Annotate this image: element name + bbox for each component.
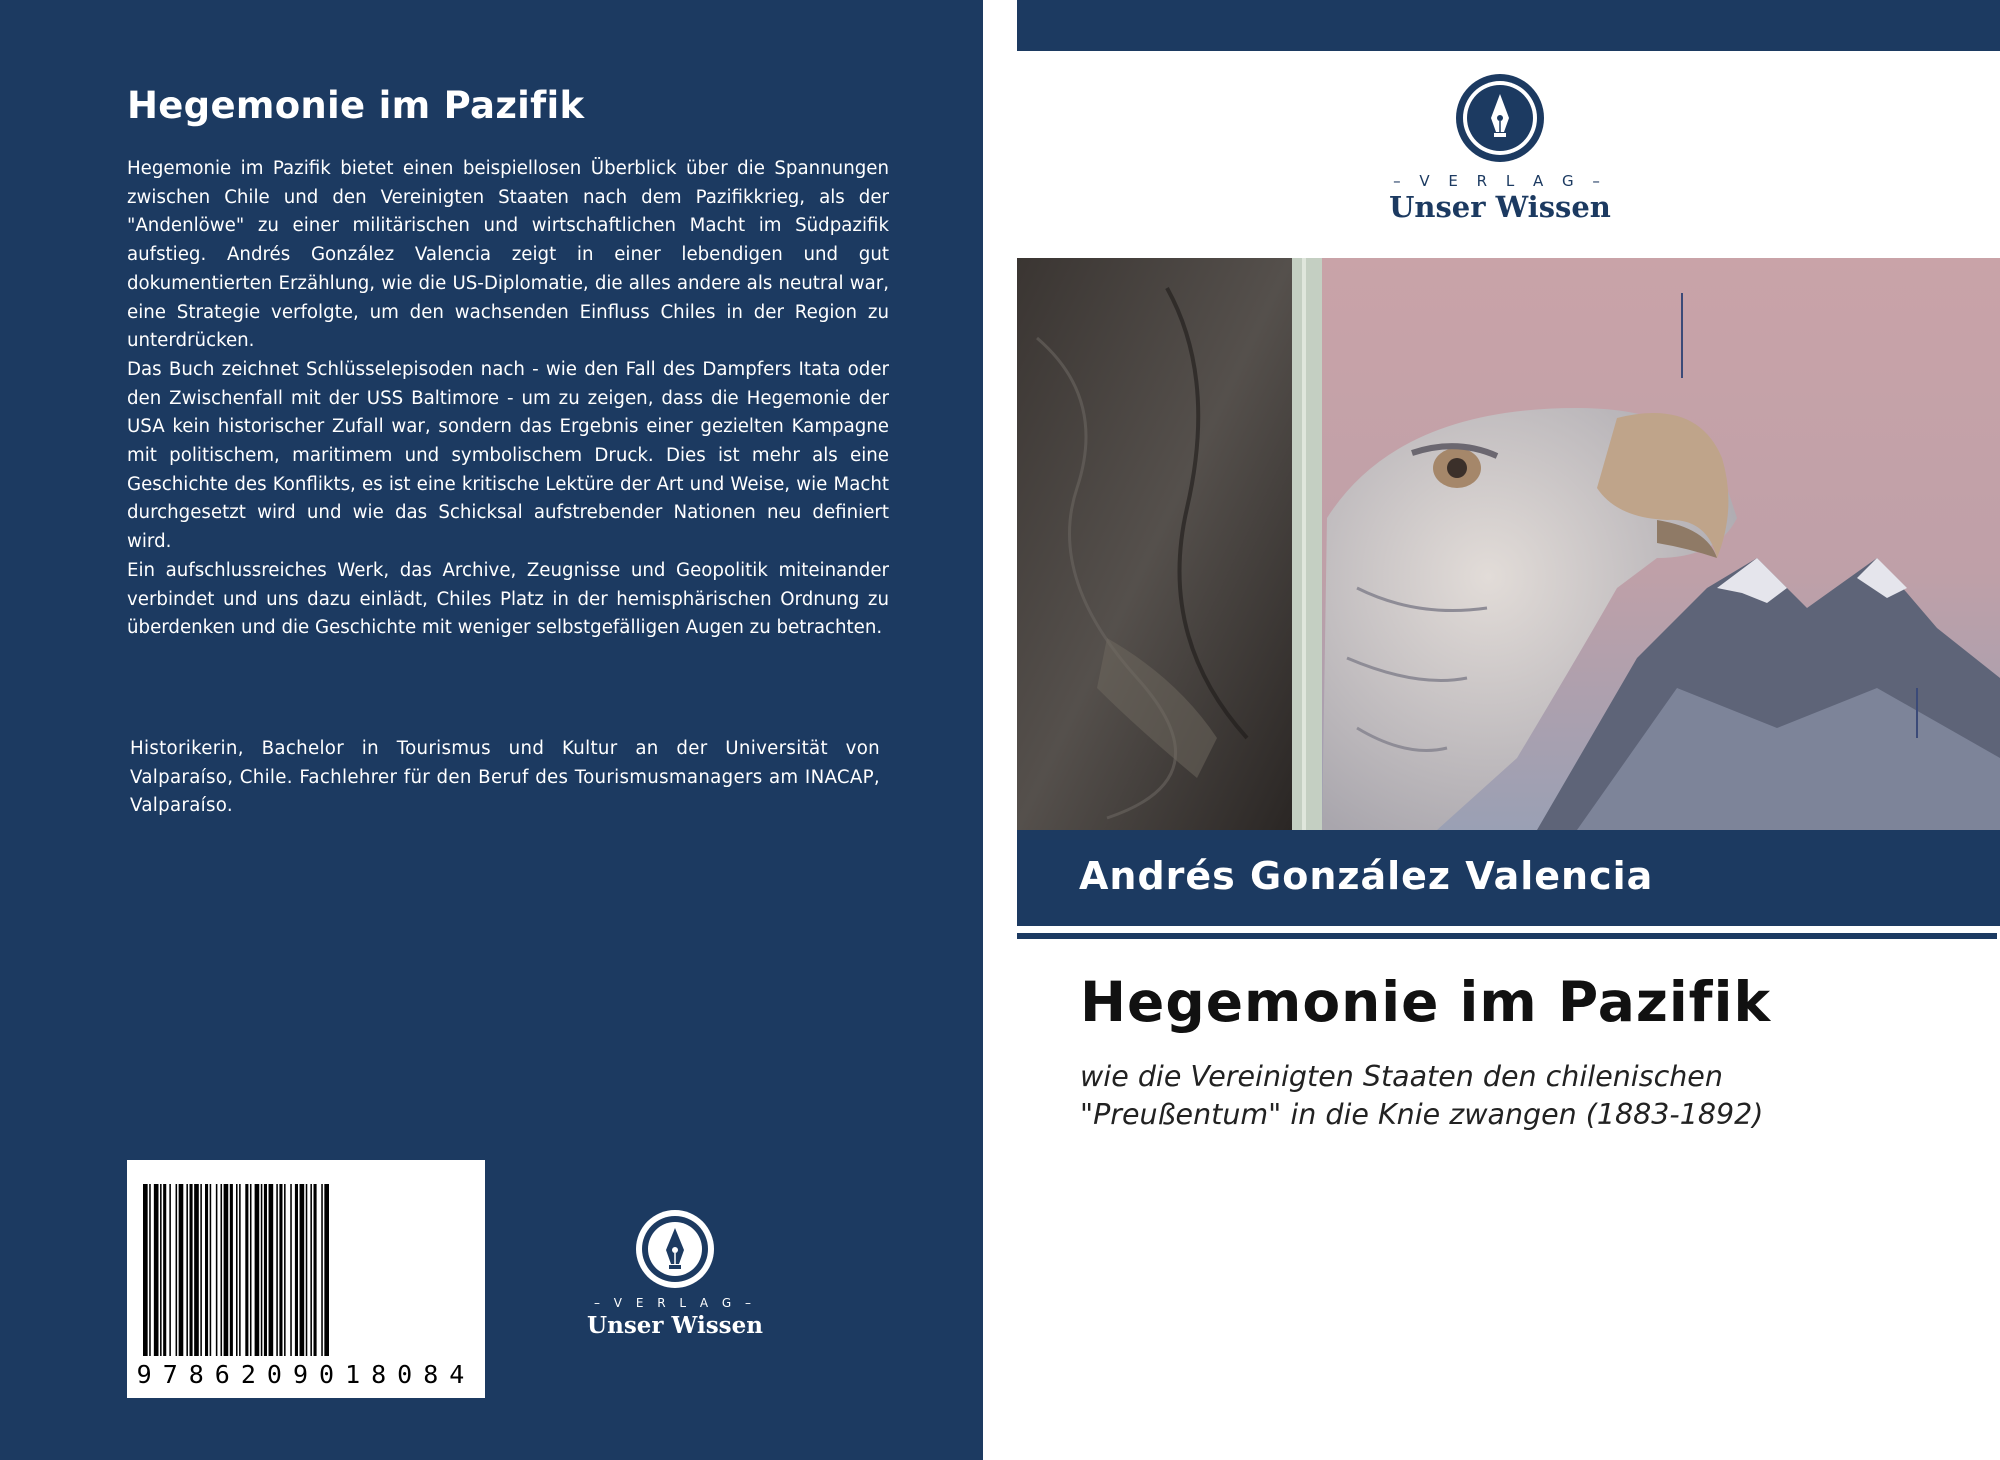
barcode-bar xyxy=(194,1184,199,1356)
eagle-illustration xyxy=(1017,258,2000,830)
author-name: Andrés González Valencia xyxy=(1079,854,1654,898)
publisher-name: Unser Wissen xyxy=(1389,190,1611,224)
barcode-bar xyxy=(179,1184,184,1356)
back-publisher-logo xyxy=(585,1208,765,1339)
barcode-bar xyxy=(250,1184,252,1356)
back-cover-blurb xyxy=(127,155,889,643)
barcode-digits: 9786209018084 xyxy=(136,1360,476,1389)
front-publisher-logo xyxy=(1380,72,1620,224)
barcode-bar xyxy=(163,1184,166,1356)
barcode-bar xyxy=(154,1184,159,1356)
barcode-bar xyxy=(200,1184,202,1356)
barcode-bar xyxy=(216,1184,218,1356)
back-cover xyxy=(0,0,983,1460)
title-divider xyxy=(1017,933,1997,939)
subtitle-line: wie die Vereinigten Staaten den chilenischen xyxy=(1080,1060,1723,1093)
barcode-bar xyxy=(210,1184,212,1356)
barcode-bar xyxy=(306,1184,308,1356)
barcode-bar xyxy=(160,1184,162,1356)
blurb-paragraph: Das Buch zeichnet Schlüsselepisoden nach - wie den Fall des Dampfers Itata oder den Zwischenfall mit der USS Baltimore - um zu zeigen, dass die Hegemonie der USA kein historischer Zufall war, sondern das Ergebnis einer gezielten Kampagne mit politischem, maritimem und symbolischem Druck. Dies ist mehr als eine Geschichte des Konflikts, es ist eine kritische Lektüre der Art und Weise, wie Macht durchgesetzt wird und wie das Schicksal aufstrebender Nationen neu definiert wird. xyxy=(127,358,889,553)
barcode-bar xyxy=(255,1184,260,1356)
cover-image-eagle xyxy=(1017,258,2000,830)
barcode-bar xyxy=(295,1184,298,1356)
blurb-paragraph: Hegemonie im Pazifik bietet einen beispiellosen Überblick über die Spannungen zwischen Chile und den Vereinigten Staaten nach dem Pazifikkrieg, als der "Andenlöwe" zu einer militärischen und wirtschaftlichen Macht im Südpazifik aufstieg. Andrés González Valencia zeigt in einer lebendigen und gut dokumentierten Erzählung, wie die US-Diplomatie, die alles andere als neutral war, eine Strategie verfolgte, um den wachsenden Einfluss Chiles in der Region zu unterdrücken. xyxy=(127,158,889,352)
front-top-bar xyxy=(1017,0,2000,51)
author-bar xyxy=(1017,830,2000,926)
barcode-bar xyxy=(290,1184,292,1356)
barcode-bar xyxy=(284,1184,286,1356)
barcode-bar xyxy=(169,1184,171,1356)
verlag-label: – V E R L A G – xyxy=(593,1296,757,1310)
barcode-bar xyxy=(149,1184,151,1356)
publisher-name: Unser Wissen xyxy=(587,1312,763,1339)
front-cover-title: Hegemonie im Pazifik xyxy=(1080,970,1772,1034)
barcode-bar xyxy=(261,1184,263,1356)
barcode-bar xyxy=(176,1184,178,1356)
barcode-bar xyxy=(239,1184,241,1356)
verlag-label: – V E R L A G – xyxy=(1393,172,1607,190)
barcode-bar xyxy=(321,1184,323,1356)
barcode-bar xyxy=(314,1184,317,1356)
barcode-bar xyxy=(236,1184,238,1356)
author-bio: Historikerin, Bachelor in Tourismus und Kultur an der Universität von Valparaíso, Chile. Fachlehrer für den Beruf des Tourismusmanagers am INACAP, Valparaíso. xyxy=(130,738,880,817)
barcode-bar xyxy=(221,1184,223,1356)
fountain-pen-nib-icon xyxy=(634,1208,716,1290)
front-cover-subtitle xyxy=(1080,1058,1960,1134)
barcode-bar xyxy=(300,1184,305,1356)
barcode-bar xyxy=(279,1184,282,1356)
barcode-bars xyxy=(143,1184,469,1356)
barcode-bar xyxy=(143,1184,148,1356)
barcode-bar xyxy=(269,1184,274,1356)
barcode-bar xyxy=(205,1184,208,1356)
barcode-bar xyxy=(190,1184,193,1356)
isbn-barcode xyxy=(127,1160,485,1398)
barcode-bar xyxy=(186,1184,188,1356)
blurb-paragraph: Ein aufschlussreiches Werk, das Archive, Zeugnisse und Geopolitik miteinander verbindet und uns dazu einlädt, Chiles Platz in der hemisphärischen Ordnung zu überdenken und die Geschichte mit weniger selbstgefälligen Augen zu betrachten. xyxy=(127,559,889,639)
subtitle-line: "Preußentum" in die Knie zwangen (1883-1892) xyxy=(1080,1098,1764,1131)
barcode-bar xyxy=(276,1184,278,1356)
barcode-bar xyxy=(230,1184,233,1356)
barcode-bar xyxy=(324,1184,329,1356)
barcode-bar xyxy=(224,1184,229,1356)
spine xyxy=(983,0,1017,1460)
fountain-pen-nib-icon xyxy=(1454,72,1546,164)
barcode-bar xyxy=(310,1184,312,1356)
barcode-bar xyxy=(264,1184,267,1356)
barcode-bar xyxy=(245,1184,248,1356)
back-cover-title: Hegemonie im Pazifik xyxy=(127,84,585,127)
